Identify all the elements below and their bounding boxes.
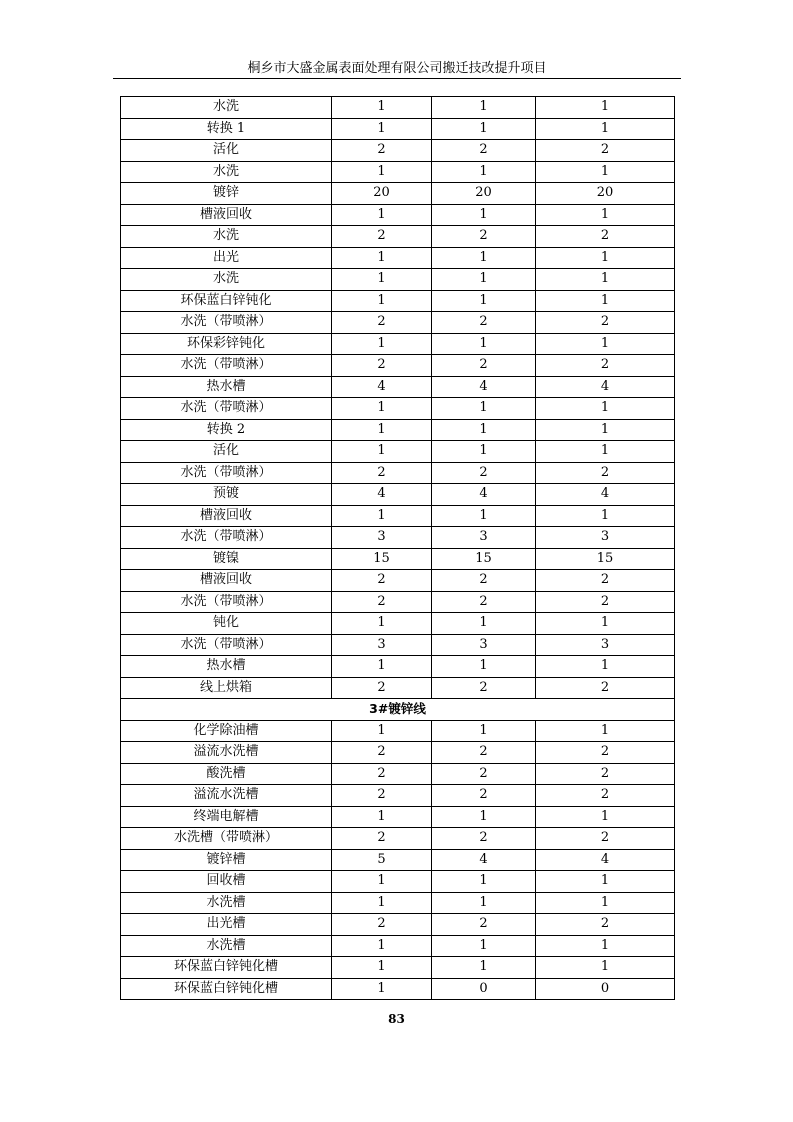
process-name-cell: 转换 2	[121, 419, 332, 441]
equipment-table-body	[121, 97, 675, 1000]
process-name-cell: 水洗	[121, 161, 332, 183]
quantity-cell-1: 2	[332, 785, 432, 807]
quantity-cell-1: 2	[332, 914, 432, 936]
process-name-cell: 转换 1	[121, 118, 332, 140]
process-name-cell: 热水槽	[121, 376, 332, 398]
quantity-cell-2: 4	[432, 849, 536, 871]
equipment-table	[120, 96, 675, 1000]
quantity-cell-1: 1	[332, 97, 432, 119]
quantity-cell-3: 3	[536, 527, 675, 549]
process-name-cell: 环保蓝白锌钝化	[121, 290, 332, 312]
table-row	[121, 849, 675, 871]
quantity-cell-1: 1	[332, 419, 432, 441]
quantity-cell-2: 1	[432, 806, 536, 828]
table-row	[121, 183, 675, 205]
process-name-cell: 水洗（带喷淋）	[121, 462, 332, 484]
process-name-cell: 溢流水洗槽	[121, 742, 332, 764]
table-row	[121, 871, 675, 893]
quantity-cell-3: 2	[536, 140, 675, 162]
quantity-cell-2: 2	[432, 914, 536, 936]
quantity-cell-2: 1	[432, 720, 536, 742]
quantity-cell-1: 1	[332, 978, 432, 1000]
table-row	[121, 742, 675, 764]
table-row	[121, 720, 675, 742]
quantity-cell-1: 2	[332, 140, 432, 162]
process-name-cell: 水洗（带喷淋）	[121, 591, 332, 613]
quantity-cell-3: 2	[536, 785, 675, 807]
quantity-cell-3: 1	[536, 118, 675, 140]
quantity-cell-3: 1	[536, 161, 675, 183]
quantity-cell-3: 1	[536, 957, 675, 979]
quantity-cell-1: 1	[332, 871, 432, 893]
quantity-cell-2: 3	[432, 527, 536, 549]
quantity-cell-1: 1	[332, 656, 432, 678]
table-row	[121, 312, 675, 334]
quantity-cell-1: 1	[332, 505, 432, 527]
process-name-cell: 水洗	[121, 97, 332, 119]
quantity-cell-1: 1	[332, 957, 432, 979]
process-name-cell: 环保彩锌钝化	[121, 333, 332, 355]
quantity-cell-2: 1	[432, 419, 536, 441]
quantity-cell-2: 2	[432, 312, 536, 334]
quantity-cell-3: 1	[536, 419, 675, 441]
quantity-cell-1: 2	[332, 591, 432, 613]
table-row	[121, 398, 675, 420]
quantity-cell-2: 1	[432, 398, 536, 420]
table-row	[121, 591, 675, 613]
quantity-cell-2: 1	[432, 656, 536, 678]
quantity-cell-2: 2	[432, 828, 536, 850]
table-row	[121, 333, 675, 355]
quantity-cell-3: 2	[536, 742, 675, 764]
quantity-cell-2: 0	[432, 978, 536, 1000]
quantity-cell-2: 20	[432, 183, 536, 205]
quantity-cell-2: 1	[432, 441, 536, 463]
quantity-cell-3: 0	[536, 978, 675, 1000]
quantity-cell-3: 2	[536, 677, 675, 699]
table-row	[121, 656, 675, 678]
table-row	[121, 613, 675, 635]
quantity-cell-2: 3	[432, 634, 536, 656]
quantity-cell-2: 1	[432, 333, 536, 355]
quantity-cell-3: 1	[536, 204, 675, 226]
quantity-cell-3: 3	[536, 634, 675, 656]
quantity-cell-1: 2	[332, 226, 432, 248]
quantity-cell-2: 1	[432, 118, 536, 140]
quantity-cell-2: 1	[432, 97, 536, 119]
quantity-cell-1: 2	[332, 763, 432, 785]
table-row	[121, 677, 675, 699]
page-number: 83	[388, 1012, 405, 1026]
quantity-cell-1: 2	[332, 570, 432, 592]
process-name-cell: 水洗	[121, 269, 332, 291]
process-name-cell: 出光槽	[121, 914, 332, 936]
quantity-cell-3: 2	[536, 355, 675, 377]
quantity-cell-3: 1	[536, 398, 675, 420]
table-row	[121, 785, 675, 807]
quantity-cell-3: 1	[536, 806, 675, 828]
process-name-cell: 热水槽	[121, 656, 332, 678]
quantity-cell-3: 4	[536, 849, 675, 871]
table-row	[121, 763, 675, 785]
process-name-cell: 水洗（带喷淋）	[121, 634, 332, 656]
quantity-cell-2: 1	[432, 161, 536, 183]
quantity-cell-3: 1	[536, 441, 675, 463]
process-name-cell: 酸洗槽	[121, 763, 332, 785]
table-row	[121, 548, 675, 570]
quantity-cell-1: 2	[332, 677, 432, 699]
quantity-cell-3: 1	[536, 935, 675, 957]
quantity-cell-1: 1	[332, 806, 432, 828]
quantity-cell-2: 1	[432, 247, 536, 269]
quantity-cell-2: 1	[432, 505, 536, 527]
quantity-cell-1: 1	[332, 118, 432, 140]
quantity-cell-1: 1	[332, 441, 432, 463]
table-row	[121, 204, 675, 226]
quantity-cell-1: 3	[332, 527, 432, 549]
quantity-cell-2: 2	[432, 226, 536, 248]
quantity-cell-2: 1	[432, 892, 536, 914]
process-name-cell: 水洗（带喷淋）	[121, 398, 332, 420]
table-row	[121, 441, 675, 463]
quantity-cell-2: 2	[432, 570, 536, 592]
process-name-cell: 溢流水洗槽	[121, 785, 332, 807]
process-name-cell: 出光	[121, 247, 332, 269]
process-name-cell: 槽液回收	[121, 204, 332, 226]
table-row	[121, 140, 675, 162]
quantity-cell-2: 2	[432, 355, 536, 377]
quantity-cell-2: 2	[432, 763, 536, 785]
process-name-cell: 活化	[121, 441, 332, 463]
table-row	[121, 247, 675, 269]
quantity-cell-1: 2	[332, 742, 432, 764]
process-name-cell: 水洗槽（带喷淋）	[121, 828, 332, 850]
process-name-cell: 镀锌	[121, 183, 332, 205]
quantity-cell-2: 2	[432, 462, 536, 484]
quantity-cell-2: 2	[432, 742, 536, 764]
table-row	[121, 419, 675, 441]
quantity-cell-1: 5	[332, 849, 432, 871]
table-row	[121, 570, 675, 592]
table-row	[121, 355, 675, 377]
quantity-cell-3: 1	[536, 613, 675, 635]
process-name-cell: 回收槽	[121, 871, 332, 893]
process-name-cell: 水洗槽	[121, 892, 332, 914]
table-row	[121, 118, 675, 140]
quantity-cell-1: 4	[332, 484, 432, 506]
quantity-cell-1: 1	[332, 720, 432, 742]
quantity-cell-3: 1	[536, 505, 675, 527]
process-name-cell: 水洗	[121, 226, 332, 248]
section-header-row	[121, 699, 675, 721]
quantity-cell-2: 2	[432, 591, 536, 613]
quantity-cell-3: 1	[536, 97, 675, 119]
process-name-cell: 环保蓝白锌钝化槽	[121, 957, 332, 979]
process-name-cell: 水洗槽	[121, 935, 332, 957]
process-name-cell: 预镀	[121, 484, 332, 506]
quantity-cell-2: 1	[432, 957, 536, 979]
quantity-cell-2: 2	[432, 140, 536, 162]
process-name-cell: 环保蓝白锌钝化槽	[121, 978, 332, 1000]
table-row	[121, 161, 675, 183]
quantity-cell-2: 1	[432, 269, 536, 291]
quantity-cell-2: 2	[432, 785, 536, 807]
quantity-cell-3: 2	[536, 591, 675, 613]
quantity-cell-3: 2	[536, 763, 675, 785]
quantity-cell-2: 4	[432, 484, 536, 506]
table-row	[121, 634, 675, 656]
quantity-cell-1: 2	[332, 355, 432, 377]
table-row	[121, 269, 675, 291]
quantity-cell-2: 1	[432, 613, 536, 635]
quantity-cell-1: 2	[332, 828, 432, 850]
quantity-cell-3: 2	[536, 914, 675, 936]
process-name-cell: 活化	[121, 140, 332, 162]
quantity-cell-2: 1	[432, 935, 536, 957]
quantity-cell-3: 2	[536, 828, 675, 850]
table-row	[121, 226, 675, 248]
quantity-cell-3: 2	[536, 312, 675, 334]
table-row	[121, 957, 675, 979]
quantity-cell-1: 1	[332, 892, 432, 914]
table-row	[121, 527, 675, 549]
table-row	[121, 97, 675, 119]
table-row	[121, 505, 675, 527]
quantity-cell-3: 4	[536, 484, 675, 506]
quantity-cell-1: 20	[332, 183, 432, 205]
table-row	[121, 376, 675, 398]
table-row	[121, 290, 675, 312]
table-row	[121, 806, 675, 828]
quantity-cell-3: 1	[536, 656, 675, 678]
process-name-cell: 水洗（带喷淋）	[121, 355, 332, 377]
process-name-cell: 化学除油槽	[121, 720, 332, 742]
quantity-cell-3: 1	[536, 269, 675, 291]
process-name-cell: 镀锌槽	[121, 849, 332, 871]
quantity-cell-1: 1	[332, 935, 432, 957]
quantity-cell-3: 15	[536, 548, 675, 570]
quantity-cell-1: 4	[332, 376, 432, 398]
process-name-cell: 线上烘箱	[121, 677, 332, 699]
quantity-cell-3: 1	[536, 720, 675, 742]
process-name-cell: 槽液回收	[121, 505, 332, 527]
quantity-cell-3: 1	[536, 247, 675, 269]
quantity-cell-1: 1	[332, 269, 432, 291]
quantity-cell-1: 3	[332, 634, 432, 656]
table-row	[121, 484, 675, 506]
quantity-cell-3: 20	[536, 183, 675, 205]
quantity-cell-2: 1	[432, 204, 536, 226]
process-name-cell: 钝化	[121, 613, 332, 635]
quantity-cell-3: 2	[536, 226, 675, 248]
quantity-cell-1: 1	[332, 204, 432, 226]
equipment-table-container	[120, 96, 675, 1000]
quantity-cell-2: 1	[432, 290, 536, 312]
quantity-cell-2: 15	[432, 548, 536, 570]
quantity-cell-1: 2	[332, 462, 432, 484]
quantity-cell-2: 2	[432, 677, 536, 699]
quantity-cell-1: 2	[332, 312, 432, 334]
quantity-cell-1: 1	[332, 613, 432, 635]
process-name-cell: 镀镍	[121, 548, 332, 570]
header-divider	[113, 78, 681, 79]
quantity-cell-3: 1	[536, 871, 675, 893]
table-row	[121, 914, 675, 936]
process-name-cell: 终端电解槽	[121, 806, 332, 828]
table-row	[121, 462, 675, 484]
quantity-cell-3: 1	[536, 333, 675, 355]
table-row	[121, 892, 675, 914]
process-name-cell: 水洗（带喷淋）	[121, 312, 332, 334]
section-title: 3#镀锌线	[121, 699, 675, 721]
quantity-cell-3: 2	[536, 570, 675, 592]
quantity-cell-1: 15	[332, 548, 432, 570]
quantity-cell-1: 1	[332, 398, 432, 420]
quantity-cell-3: 1	[536, 892, 675, 914]
table-row	[121, 978, 675, 1000]
page-header-title: 桐乡市大盛金属表面处理有限公司搬迁技改提升项目	[247, 61, 547, 76]
table-row	[121, 935, 675, 957]
quantity-cell-2: 4	[432, 376, 536, 398]
quantity-cell-3: 4	[536, 376, 675, 398]
process-name-cell: 水洗（带喷淋）	[121, 527, 332, 549]
quantity-cell-2: 1	[432, 871, 536, 893]
quantity-cell-3: 1	[536, 290, 675, 312]
quantity-cell-1: 1	[332, 161, 432, 183]
quantity-cell-1: 1	[332, 247, 432, 269]
process-name-cell: 槽液回收	[121, 570, 332, 592]
quantity-cell-1: 1	[332, 333, 432, 355]
table-row	[121, 828, 675, 850]
quantity-cell-1: 1	[332, 290, 432, 312]
quantity-cell-3: 2	[536, 462, 675, 484]
